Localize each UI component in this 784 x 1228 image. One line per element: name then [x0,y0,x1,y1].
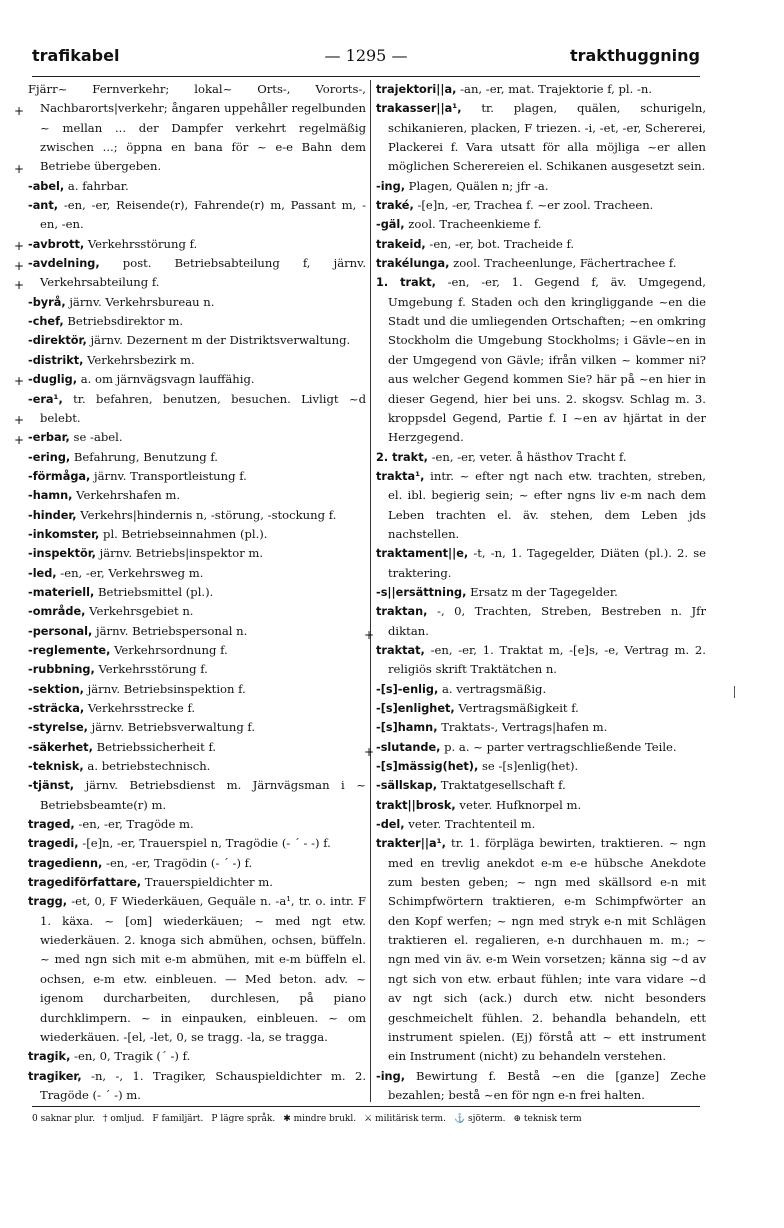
margin-plus-mark: + [14,278,25,292]
dictionary-entry [28,660,366,679]
entry-headword: traké, [376,199,414,213]
entry-text: Verkehrshafen m. [76,488,181,503]
entry-text: pl. Betriebseinnahmen (pl.). [103,526,268,541]
legend-item: ⊕ teknisk term [513,1114,582,1124]
dictionary-entry [28,196,366,235]
margin-plus-mark: + [14,374,25,388]
dictionary-entry [376,254,706,273]
entry-text: -en, -er, 1. Gegend f, äv. Umgegend, Umgebung f. Staden och den kringliggande ~en die Stadt und die umliegenden Ortschaften; ~en omkring Stockholm die Umgebung Stockholms; i Gävle~en in der Umgegend von Gävle; ifrån vilken ~ kommer ni? aus welcher Gegend kommen Sie? här på ~en hier in dieser Gegend, hier bei uns. 2. skogsv. Schlag m. 3. kroppsdel Gegend, Partie f. I ~en av hjärtat in der Herzgegend. [388,275,706,445]
entry-text: järnv. Dezernent m der Distriktsverwaltung. [90,333,351,348]
left-column [28,80,366,1102]
entry-headword: -personal, [28,624,93,638]
dictionary-entry [28,312,366,331]
entry-headword: -hamn, [28,489,73,503]
dictionary-entry [376,718,706,737]
entry-text: veter. Hufknorpel m. [459,797,582,812]
dictionary-entry [28,602,366,621]
entry-headword: tragik, [28,1050,71,1064]
entry-headword: trakélunga, [376,257,450,271]
entry-text: se -abel. [73,430,123,445]
entry-headword: trakasser||a¹, [376,102,462,116]
dictionary-entry [28,776,366,815]
entry-headword: -inspektör, [28,547,96,561]
footer-rule [32,1106,700,1107]
entry-headword: tragediförfattare, [28,876,142,890]
entry-text: zool. Tracheenlunge, Fächertrachee f. [453,256,677,271]
entry-headword: -byrå, [28,295,66,309]
entry-text: Traktats-, Vertrags|hafen m. [441,720,608,735]
entry-headword: tragiker, [28,1069,82,1083]
entry-text: Verkehrs|hindernis n, -störung, -stockung f. [80,507,337,522]
dictionary-entry [28,331,366,350]
entry-text: -et, 0, F Wiederkäuen, Gequäle n. -a¹, tr. o. intr. F 1. käxa. ~ [om] wiederkäuen; ~ med ngt etw. wiederkäuen. 2. knoga sich abmühen, ochsen, büffeln. ~ med ngn sich mit e-m abmühen, mit e-m büffeln el. ochsen, e-m etw. einbleuen. — Med beton. adv. ~ igenom durcharbeiten, durchlesen, på piano durchklimpern. ~ in einpauken, einbleuen. ~ om wiederkäuen. -[el, -let, 0, se tragg. -la, se tragga. [40,894,366,1044]
entry-text: -en, -er, Reisende(r), Fahrende(r) m, Passant m, -en, -en. [40,198,366,232]
dictionary-entry [376,834,706,1066]
dictionary-entry [376,757,706,776]
entry-text: Betriebssicherheit f. [96,739,217,754]
entry-headword: -säkerhet, [28,740,93,754]
entry-headword: -[s]mässig(het), [376,760,479,774]
dictionary-entry [28,351,366,370]
margin-plus-mark: + [14,259,25,273]
entry-text: Verkehrsbezirk m. [87,352,195,367]
dictionary-entry [376,196,706,215]
entry-text: se -[s]enlig(het). [481,759,579,774]
dictionary-entry [28,370,366,389]
dictionary-entry [376,602,706,641]
entry-headword: -[s]-enlig, [376,682,439,696]
entry-headword: -s||ersättning, [376,585,467,599]
entry-text: järnv. Betriebsdienst m. Järnvägsman i ~ Betriebsbeamte(r) m. [40,778,366,812]
header-first-entry: trafikabel [32,46,120,65]
dictionary-entry [28,622,366,641]
entry-headword: tragedi, [28,837,79,851]
dictionary-entry [28,544,366,563]
entry-headword: -[s]enlighet, [376,702,455,715]
entry-text: Bewirtung f. Bestå ~en die [ganze] Zeche bezahlen; bestå ~en för ngn e-n frei halten. [388,1068,706,1102]
entry-text: -t, -n, 1. Tagegelder, Diäten (pl.). 2. se traktering. [388,546,706,580]
entry-text: Verkehrsstörung f. [87,236,198,251]
entry-headword: -chef, [28,315,64,329]
entry-text: Betriebsdirektor m. [67,314,184,329]
entry-text: järnv. Transportleistung f. [94,468,247,483]
entry-headword: 1. trakt, [376,276,436,290]
entry-text: a. om järnvägsvagn lauffähig. [80,372,255,387]
entry-text: p. a. ~ parter vertragschließende Teile. [444,739,677,754]
entry-headword: -erbar, [28,431,70,445]
entry-headword: -[s]hamn, [376,721,438,735]
entry-text: järnv. Betriebsinspektion f. [87,681,246,696]
page-number: — 1295 — [324,46,408,65]
entry-text: tr. 1. förpläga bewirten, traktieren. ~ ngn med en trevlig anekdot e-m e-e hübsche Anekdote zum besten geben; ~ ngn med skällsord e-n mit Schimpfwörtern traktieren, e-m Schimpfwörter an den Kopf werfen; ~ ngn med stryk e-n mit Schlägen traktieren el. regalieren, e-n durchhauen m. m.; ~ ngn med vin äv. e-m Wein vorsetzen; känna sig ~d av ngt sich von etw. erbaut fühlen; inte vara vidare ~d av ngt sich (ack.) durch etw. nicht besonders geschmeichelt fühlen. 2. behandla behandeln, ett instrument spielen. (Ej) förstå att ~ ett instrument ein Instrument (nicht) zu behandeln verstehen. [388,836,706,1064]
entry-text: a. vertragsmäßig. [441,681,547,696]
entry-text: Vertragsmäßigkeit f. [458,701,579,715]
entry-text: -[e]n, -er, Trauerspiel n, Tragödie (- ´ - -) f. [82,836,331,851]
dictionary-entry [28,641,366,660]
legend-item: ⚓ sjöterm. [453,1114,506,1124]
header-rule [32,76,700,77]
dictionary-entry [376,583,706,602]
entry-text: -en, -er, Verkehrsweg m. [60,565,204,580]
entry-headword: trakeid, [376,237,426,251]
margin-plus-mark: + [14,104,25,118]
margin-plus-mark: + [364,628,375,642]
entry-text: -en, 0, Tragik (´ -) f. [74,1049,191,1064]
entry-headword: -inkomster, [28,527,100,541]
entry-text: veter. Trachtenteil m. [408,817,536,832]
entry-headword: -led, [28,566,57,580]
entry-text: Verkehrsgebiet n. [89,604,194,619]
entry-text: -en, -er, 1. Traktat m, -[e]s, -e, Vertrag m. 2. religiös skrift Traktätchen n. [388,642,706,677]
entry-headword: -tjänst, [28,779,75,793]
dictionary-entry [28,892,366,1047]
legend-item: ⚔ militärisk term. [364,1114,446,1124]
entry-headword: -gäl, [376,218,405,232]
dictionary-entry [28,583,366,602]
entry-headword: -sällskap, [376,779,438,793]
dictionary-entry [376,641,706,680]
entry-headword: trakta¹, [376,469,425,483]
dictionary-entry [28,757,366,776]
entry-headword: -hinder, [28,508,77,522]
dictionary-entry [28,254,366,293]
entry-text: Betriebsmittel (pl.). [97,584,214,599]
entry-text: -, 0, Trachten, Streben, Bestreben n. Jfr diktan. [388,604,706,638]
entry-headword: -område, [28,605,86,619]
entry-text: a. betriebstechnisch. [87,759,211,774]
entry-headword: 2. trakt, [376,450,428,464]
dictionary-entry [28,873,366,892]
entry-headword: -duglig, [28,373,78,387]
legend-item: F familjärt. [152,1114,204,1124]
entry-headword: trakter||a¹, [376,837,446,851]
dictionary-entry [28,80,366,177]
entry-text: Verkehrsstrecke f. [87,701,196,715]
entry-text: Befahrung, Benutzung f. [73,449,218,464]
dictionary-entry [28,177,366,196]
dictionary-entry [28,718,366,737]
entry-text: Fjärr~ Fernverkehr; lokal~ Orts-, Vororts-, Nachbarorts|verkehr; ångaren uppehåller regelbunden ~ mellan ... der Dampfer verkehrt regelmäßig zwischen ...; öppna en bana för ~ e-e Bahn dem Betriebe übergeben. [28,82,366,174]
entry-headword: -rubbning, [28,663,95,677]
dictionary-entry [28,680,366,699]
entry-headword: traktat, [376,643,425,657]
entry-text: tr. plagen, quälen, schurigeln, schikanieren, placken, F triezen. -i, -et, -er, Schererei, Plackerei f. Vara utsatt för alla möjliga ~er allen möglichen Scherereien el. Schikanen ausgesetzt sein. [388,101,706,174]
entry-text: zool. Tracheenkieme f. [408,217,542,232]
dictionary-entry [376,680,706,699]
entry-headword: -ing, [376,1069,405,1083]
entry-text: järnv. Betriebs|inspektor m. [99,546,264,561]
dictionary-entry [28,564,366,583]
dictionary-entry [376,448,706,467]
entry-text: -en, -er, bot. Tracheide f. [429,236,575,251]
entry-headword: -materiell, [28,585,95,599]
entry-headword: tragg, [28,895,68,909]
dictionary-entry [28,738,366,757]
dictionary-entry [28,486,366,505]
entry-text: tr. befahren, benutzen, besuchen. Livligt ~d belebt. [40,391,366,425]
margin-plus-mark: + [14,433,25,447]
entry-text: -en, -er, veter. å hästhov Tracht f. [431,449,627,464]
dictionary-entry [28,1067,366,1102]
entry-text: Trauerspieldichter m. [144,875,273,890]
entry-headword: -avbrott, [28,237,85,251]
entry-text: Verkehrsordnung f. [114,642,228,657]
right-column [376,80,706,1102]
entry-text: a. fahrbar. [67,178,129,193]
entry-text: -en, -er, Tragöde m. [78,817,194,832]
dictionary-entry [28,1047,366,1066]
entry-headword: -ing, [376,179,405,193]
entry-headword: -reglemente, [28,643,111,657]
entry-text: Verkehrsstörung f. [98,662,208,677]
entry-headword: -sträcka, [28,702,85,715]
entry-text: post. Betriebsabteilung f, järnv. Verkehrsabteilung f. [40,256,366,290]
dictionary-entry [376,699,706,718]
dictionary-entry [28,448,366,467]
dictionary-entry [28,390,366,429]
entry-text: -an, -er, mat. Trajektorie f, pl. -n. [460,82,653,96]
dictionary-entry [28,506,366,525]
entry-headword: -direktör, [28,334,87,348]
dictionary-entry [28,467,366,486]
legend-item: † omljud. [102,1114,145,1124]
entry-headword: traktan, [376,605,428,619]
entry-headword: -distrikt, [28,353,84,367]
entry-headword: traged, [28,818,75,832]
dictionary-entry [28,815,366,834]
legend-item: P lägre språk. [211,1114,276,1124]
entry-headword: tragedienn, [28,856,103,870]
entry-text: Traktatgesellschaft f. [440,778,566,793]
entry-headword: -del, [376,818,405,832]
entry-headword: -förmåga, [28,469,91,483]
legend-item: ✱ mindre brukl. [283,1114,357,1124]
entry-headword: -sektion, [28,682,84,696]
entry-text: Plagen, Quälen n; jfr -a. [408,178,549,193]
entry-text: -n, -, 1. Tragiker, Schauspieldichter m. 2. Tragöde (- ´ -) m. [40,1068,366,1102]
legend-item: 0 saknar plur. [32,1114,95,1124]
dictionary-entry [376,235,706,254]
page-header [32,46,700,70]
margin-tick [734,686,735,698]
dictionary-entry [376,1067,706,1102]
column-divider [370,80,371,1102]
margin-plus-mark: + [364,745,375,759]
entry-headword: trajektori||a, [376,83,457,96]
dictionary-entry [376,815,706,834]
entry-headword: -abel, [28,179,65,193]
entry-text: -[e]n, -er, Trachea f. ~er zool. Tracheen. [417,198,654,213]
entry-text: järnv. Verkehrsbureau n. [69,294,215,309]
dictionary-entry [376,738,706,757]
margin-plus-mark: + [14,162,25,176]
dictionary-entry [376,467,706,544]
entry-headword: trakt||brosk, [376,798,456,812]
dictionary-entry [28,525,366,544]
entry-headword: traktament||e, [376,547,469,561]
entry-text: Ersatz m der Tagegelder. [470,584,618,599]
dictionary-entry [376,796,706,815]
entry-text: järnv. Betriebsverwaltung f. [91,720,255,735]
entry-text: järnv. Betriebspersonal n. [96,623,248,638]
dictionary-entry [376,80,706,99]
entry-headword: -styrelse, [28,721,88,735]
dictionary-entry [28,428,366,447]
dictionary-entry [376,99,706,176]
header-last-entry: trakthuggning [569,46,700,65]
entry-headword: -ant, [28,199,59,213]
dictionary-entry [376,215,706,234]
abbreviation-legend [32,1112,712,1126]
dictionary-entry [28,235,366,254]
dictionary-entry [376,776,706,795]
margin-plus-mark: + [14,239,25,253]
entry-headword: -slutande, [376,740,441,754]
dictionary-entry [28,854,366,873]
dictionary-entry [28,699,366,718]
dictionary-entry [28,834,366,853]
entry-headword: -ering, [28,450,71,464]
margin-plus-mark: + [14,413,25,427]
entry-text: -en, -er, Tragödin (- ´ -) f. [106,855,253,870]
dictionary-entry [376,177,706,196]
dictionary-entry [376,273,706,447]
entry-headword: -era¹, [28,392,63,406]
dictionary-entry [28,293,366,312]
entry-headword: -teknisk, [28,760,84,774]
entry-text: intr. ~ efter ngt nach etw. trachten, streben, el. ibl. begierig sein; ~ efter ngns liv e-m nach dem Leben trachten el. äv. stehen, dem Leben jds nachstellen. [388,468,706,541]
dictionary-entry [376,544,706,583]
entry-headword: -avdelning, [28,257,100,271]
